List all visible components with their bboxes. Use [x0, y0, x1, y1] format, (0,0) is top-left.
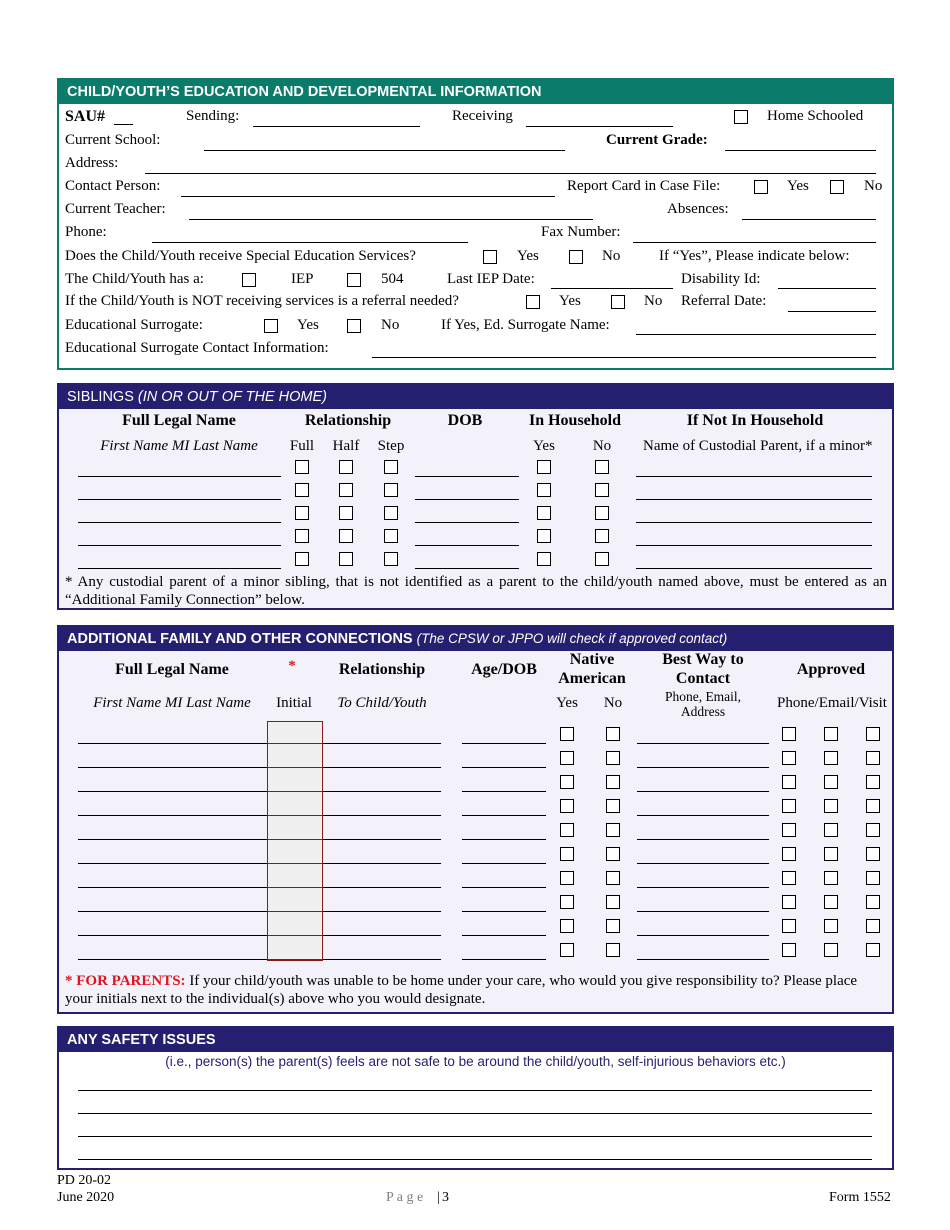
family-approved-email-checkbox[interactable]: [824, 895, 838, 909]
sibling-name-field[interactable]: [78, 522, 281, 523]
report-card-no-checkbox[interactable]: [830, 180, 844, 194]
sibling-step-checkbox[interactable]: [384, 529, 398, 543]
fam-col-approved: Approved: [796, 661, 866, 678]
family-native-yes-checkbox[interactable]: [560, 871, 574, 885]
fam-col-best1: Best Way to: [662, 651, 744, 668]
family-agedob-field[interactable]: [462, 839, 546, 840]
sibling-household-yes-checkbox[interactable]: [537, 506, 551, 520]
siblings-header-title: SIBLINGS: [67, 389, 134, 405]
surrogate-name-field[interactable]: [636, 334, 876, 335]
sibling-name-field[interactable]: [78, 476, 281, 477]
family-native-no-checkbox[interactable]: [606, 823, 620, 837]
education-header: [59, 80, 892, 104]
family-approved-phone-checkbox[interactable]: [782, 847, 796, 861]
sib-col-not-household: If Not In Household: [686, 412, 824, 429]
family-name-field[interactable]: [78, 911, 267, 912]
referral-no-label: No: [644, 293, 663, 309]
current-school-label: Current School:: [65, 132, 161, 148]
sib-col-household: In Household: [528, 412, 622, 429]
family-native-yes-checkbox[interactable]: [560, 751, 574, 765]
family-native-yes-checkbox[interactable]: [560, 775, 574, 789]
disability-label: Disability Id:: [681, 271, 761, 287]
footer-page-sep: |: [437, 1190, 440, 1205]
family-approved-email-checkbox[interactable]: [824, 871, 838, 885]
sau-label: SAU#: [65, 108, 106, 125]
safety-line-2[interactable]: [78, 1113, 872, 1114]
sau-field[interactable]: [114, 124, 133, 125]
fax-field[interactable]: [633, 242, 876, 243]
family-relationship-field[interactable]: [323, 839, 441, 840]
disability-field[interactable]: [778, 288, 876, 289]
family-name-field[interactable]: [78, 791, 267, 792]
sibling-step-checkbox[interactable]: [384, 483, 398, 497]
sib-col-dob: DOB: [447, 412, 483, 429]
family-native-yes-checkbox[interactable]: [560, 727, 574, 741]
family-approved-phone-checkbox[interactable]: [782, 871, 796, 885]
family-approved-phone-checkbox[interactable]: [782, 775, 796, 789]
surrogate-no-label: No: [381, 317, 400, 333]
sib-sub-step: Step: [377, 438, 405, 454]
sibling-household-yes-checkbox[interactable]: [537, 483, 551, 497]
fam-sub-phone1: Phone, Email,: [664, 689, 742, 704]
safety-header-title: ANY SAFETY ISSUES: [67, 1032, 216, 1048]
sib-sub-name: First Name MI Last Name: [100, 438, 258, 454]
family-agedob-field[interactable]: [462, 863, 546, 864]
referral-date-field[interactable]: [788, 311, 876, 312]
sibling-household-no-checkbox[interactable]: [595, 460, 609, 474]
family-approved-visit-checkbox[interactable]: [866, 871, 880, 885]
fam-sub-yes: Yes: [556, 695, 578, 711]
family-name-field[interactable]: [78, 839, 267, 840]
family-native-yes-checkbox[interactable]: [560, 943, 574, 957]
sibling-name-field[interactable]: [78, 499, 281, 500]
receiving-field[interactable]: [526, 126, 673, 127]
family-approved-phone-checkbox[interactable]: [782, 823, 796, 837]
fam-col-agedob: Age/DOB: [471, 661, 537, 678]
family-approved-email-checkbox[interactable]: [824, 823, 838, 837]
family-approved-visit-checkbox[interactable]: [866, 823, 880, 837]
family-initial-field[interactable]: [267, 743, 323, 744]
parents-line1: If your child/youth was unable to be home under your care, who would you give responsibility to? Please place: [189, 973, 858, 989]
sibling-full-checkbox[interactable]: [295, 483, 309, 497]
family-name-field[interactable]: [78, 887, 267, 888]
family-native-no-checkbox[interactable]: [606, 943, 620, 957]
family-contact-field[interactable]: [637, 791, 769, 792]
sibling-step-checkbox[interactable]: [384, 506, 398, 520]
family-native-no-checkbox[interactable]: [606, 775, 620, 789]
fam-col-star: *: [288, 658, 296, 674]
family-approved-visit-checkbox[interactable]: [866, 727, 880, 741]
sibling-step-checkbox[interactable]: [384, 552, 398, 566]
family-approved-phone-checkbox[interactable]: [782, 943, 796, 957]
surrogate-no-checkbox[interactable]: [347, 319, 361, 333]
referral-no-checkbox[interactable]: [611, 295, 625, 309]
parents-note: [65, 972, 887, 1008]
family-initial-field[interactable]: [267, 863, 323, 864]
sib-sub-yes: Yes: [533, 438, 555, 454]
family-name-field[interactable]: [78, 959, 267, 960]
parents-line2: your initials next to the individual(s) above who you would designate.: [65, 991, 486, 1007]
fam-sub-name: First Name MI Last Name: [93, 695, 251, 711]
family-initial-field[interactable]: [267, 839, 323, 840]
family-native-yes-checkbox[interactable]: [560, 799, 574, 813]
home-schooled-label: Home Schooled: [767, 108, 864, 124]
sending-field[interactable]: [253, 126, 420, 127]
family-native-yes-checkbox[interactable]: [560, 919, 574, 933]
sibling-household-no-checkbox[interactable]: [595, 506, 609, 520]
phone-label: Phone:: [65, 224, 107, 240]
family-approved-visit-checkbox[interactable]: [866, 847, 880, 861]
sped-yes-label: Yes: [517, 248, 539, 264]
family-header-title: ADDITIONAL FAMILY AND OTHER CONNECTIONS: [67, 631, 413, 647]
family-header-sub: (The CPSW or JPPO will check if approved contact): [416, 631, 728, 646]
surrogate-contact-label: Educational Surrogate Contact Information:: [65, 340, 329, 356]
fam-sub-pev: Phone/Email/Visit: [777, 695, 887, 711]
fam-col-best2: Contact: [675, 670, 731, 687]
sibling-custodial-field[interactable]: [636, 499, 872, 500]
family-approved-phone-checkbox[interactable]: [782, 751, 796, 765]
family-contact-field[interactable]: [637, 959, 769, 960]
has-a-label: The Child/Youth has a:: [65, 271, 204, 287]
family-native-no-checkbox[interactable]: [606, 751, 620, 765]
family-native-yes-checkbox[interactable]: [560, 847, 574, 861]
family-name-field[interactable]: [78, 863, 267, 864]
safety-line-1[interactable]: [78, 1090, 872, 1091]
sibling-dob-field[interactable]: [415, 476, 519, 477]
sibling-household-yes-checkbox[interactable]: [537, 460, 551, 474]
sib-sub-half: Half: [332, 438, 360, 454]
family-initial-field[interactable]: [267, 887, 323, 888]
family-relationship-field[interactable]: [323, 791, 441, 792]
iep-label: IEP: [291, 271, 314, 287]
surrogate-name-label: If Yes, Ed. Surrogate Name:: [441, 317, 610, 333]
family-approved-visit-checkbox[interactable]: [866, 799, 880, 813]
phone-field[interactable]: [152, 242, 468, 243]
family-agedob-field[interactable]: [462, 767, 546, 768]
sibling-half-checkbox[interactable]: [339, 529, 353, 543]
sib-sub-no: No: [592, 438, 612, 454]
contact-person-field[interactable]: [181, 196, 555, 197]
sibling-step-checkbox[interactable]: [384, 460, 398, 474]
family-native-no-checkbox[interactable]: [606, 871, 620, 885]
parents-label: * FOR PARENTS:: [65, 973, 186, 989]
fam-sub-initial: Initial: [276, 695, 312, 711]
sib-sub-custodial: Name of Custodial Parent, if a minor*: [643, 438, 873, 454]
report-card-yes-checkbox[interactable]: [754, 180, 768, 194]
sib-sub-full: Full: [289, 438, 315, 454]
family-contact-field[interactable]: [637, 887, 769, 888]
safety-subtitle: (i.e., person(s) the parent(s) feels are not safe to be around the child/youth, self-injurious behaviors etc.): [165, 1054, 786, 1069]
sibling-half-checkbox[interactable]: [339, 460, 353, 474]
family-approved-email-checkbox[interactable]: [824, 943, 838, 957]
family-relationship-field[interactable]: [323, 743, 441, 744]
sib-note: * Any custodial parent of a minor sibling, that is not identified as a parent to the child/youth named above, must be entered as an “Additional Family Connection” below.: [65, 574, 887, 608]
family-native-no-checkbox[interactable]: [606, 919, 620, 933]
referral-yes-label: Yes: [559, 293, 581, 309]
family-relationship-field[interactable]: [323, 959, 441, 960]
family-approved-phone-checkbox[interactable]: [782, 799, 796, 813]
sibling-dob-field[interactable]: [415, 522, 519, 523]
siblings-header-sub: (IN OR OUT OF THE HOME): [137, 389, 327, 405]
initials-column: [267, 721, 323, 961]
report-card-no-label: No: [864, 178, 883, 194]
sibling-household-no-checkbox[interactable]: [595, 483, 609, 497]
referral-yes-checkbox[interactable]: [526, 295, 540, 309]
sped-no-checkbox[interactable]: [569, 250, 583, 264]
family-approved-visit-checkbox[interactable]: [866, 919, 880, 933]
last-iep-field[interactable]: [551, 288, 673, 289]
sibling-household-yes-checkbox[interactable]: [537, 529, 551, 543]
family-approved-visit-checkbox[interactable]: [866, 775, 880, 789]
family-relationship-field[interactable]: [323, 911, 441, 912]
surrogate-yes-label: Yes: [297, 317, 319, 333]
family-approved-visit-checkbox[interactable]: [866, 895, 880, 909]
sibling-full-checkbox[interactable]: [295, 552, 309, 566]
current-school-field[interactable]: [204, 150, 565, 151]
family-native-yes-checkbox[interactable]: [560, 823, 574, 837]
siblings-header: [59, 385, 892, 409]
family-name-field[interactable]: [78, 815, 267, 816]
family-relationship-field[interactable]: [323, 767, 441, 768]
family-approved-phone-checkbox[interactable]: [782, 919, 796, 933]
referral-question: If the Child/Youth is NOT receiving services is a referral needed?: [65, 293, 459, 309]
fax-label: Fax Number:: [541, 224, 621, 240]
family-agedob-field[interactable]: [462, 791, 546, 792]
sped-if-yes-text: If “Yes”, Please indicate below:: [659, 248, 850, 264]
referral-date-label: Referral Date:: [681, 293, 767, 309]
sped-yes-checkbox[interactable]: [483, 250, 497, 264]
family-header: [59, 627, 892, 651]
footer-date: June 2020: [57, 1190, 115, 1205]
sped-question: Does the Child/Youth receive Special Education Services?: [65, 248, 416, 264]
family-initial-field[interactable]: [267, 791, 323, 792]
fam-col-relationship: Relationship: [338, 661, 426, 678]
family-approved-email-checkbox[interactable]: [824, 919, 838, 933]
family-name-field[interactable]: [78, 743, 267, 744]
current-grade-field[interactable]: [725, 150, 876, 151]
footer-page-label: P a g e: [386, 1190, 424, 1205]
family-initial-field[interactable]: [267, 815, 323, 816]
family-contact-field[interactable]: [637, 863, 769, 864]
fam-sub-no: No: [603, 695, 623, 711]
family-initial-field[interactable]: [267, 767, 323, 768]
family-agedob-field[interactable]: [462, 887, 546, 888]
family-native-yes-checkbox[interactable]: [560, 895, 574, 909]
family-name-field[interactable]: [78, 767, 267, 768]
family-relationship-field[interactable]: [323, 815, 441, 816]
sibling-custodial-field[interactable]: [636, 522, 872, 523]
safety-line-4[interactable]: [78, 1159, 872, 1160]
surrogate-yes-checkbox[interactable]: [264, 319, 278, 333]
sib-col-relationship: Relationship: [304, 412, 392, 429]
family-approved-phone-checkbox[interactable]: [782, 727, 796, 741]
sibling-household-no-checkbox[interactable]: [595, 552, 609, 566]
family-approved-email-checkbox[interactable]: [824, 847, 838, 861]
surrogate-contact-field[interactable]: [372, 357, 876, 358]
fam-col-name: Full Legal Name: [115, 661, 229, 678]
sibling-half-checkbox[interactable]: [339, 483, 353, 497]
sibling-custodial-field[interactable]: [636, 476, 872, 477]
sibling-household-no-checkbox[interactable]: [595, 529, 609, 543]
sibling-household-yes-checkbox[interactable]: [537, 552, 551, 566]
fam-col-native1: Native: [569, 651, 615, 668]
address-field[interactable]: [145, 173, 876, 174]
family-agedob-field[interactable]: [462, 959, 546, 960]
footer-page-num: 3: [442, 1190, 449, 1205]
family-initial-field[interactable]: [267, 959, 323, 960]
current-teacher-label: Current Teacher:: [65, 201, 166, 217]
family-approved-visit-checkbox[interactable]: [866, 943, 880, 957]
fam-sub-to: To Child/Youth: [337, 695, 427, 711]
absences-field[interactable]: [742, 219, 876, 220]
last-iep-label: Last IEP Date:: [447, 271, 535, 287]
sibling-custodial-field[interactable]: [636, 568, 872, 569]
sending-label: Sending:: [186, 108, 240, 124]
current-teacher-field[interactable]: [189, 219, 593, 220]
education-header-title: CHILD/YOUTH’S EDUCATION AND DEVELOPMENTAL INFORMATION: [67, 84, 542, 100]
fam-col-native2: American: [558, 670, 626, 687]
sibling-name-field[interactable]: [78, 545, 281, 546]
home-schooled-checkbox[interactable]: [734, 110, 748, 124]
sped-no-label: No: [602, 248, 621, 264]
footer-form: Form 1552: [829, 1190, 891, 1205]
sib-col-name: Full Legal Name: [122, 412, 236, 429]
family-native-no-checkbox[interactable]: [606, 799, 620, 813]
family-relationship-field[interactable]: [323, 887, 441, 888]
absences-label: Absences:: [667, 201, 729, 217]
footer-code: PD 20-02: [57, 1173, 112, 1188]
family-approved-email-checkbox[interactable]: [824, 727, 838, 741]
504-checkbox[interactable]: [347, 273, 361, 287]
report-card-label: Report Card in Case File:: [567, 178, 721, 194]
family-approved-email-checkbox[interactable]: [824, 751, 838, 765]
family-contact-field[interactable]: [637, 839, 769, 840]
sibling-custodial-field[interactable]: [636, 545, 872, 546]
family-native-no-checkbox[interactable]: [606, 895, 620, 909]
sibling-full-checkbox[interactable]: [295, 460, 309, 474]
receiving-label: Receiving: [452, 108, 513, 124]
family-initial-field[interactable]: [267, 911, 323, 912]
report-card-yes-label: Yes: [787, 178, 809, 194]
sibling-full-checkbox[interactable]: [295, 529, 309, 543]
family-section: [57, 625, 894, 1014]
family-relationship-field[interactable]: [323, 863, 441, 864]
surrogate-label: Educational Surrogate:: [65, 317, 203, 333]
family-contact-field[interactable]: [637, 935, 769, 936]
sibling-dob-field[interactable]: [415, 499, 519, 500]
sibling-name-field[interactable]: [78, 568, 281, 569]
504-label: 504: [381, 271, 404, 287]
family-approved-phone-checkbox[interactable]: [782, 895, 796, 909]
family-name-field[interactable]: [78, 935, 267, 936]
family-native-no-checkbox[interactable]: [606, 727, 620, 741]
sibling-dob-field[interactable]: [415, 568, 519, 569]
family-relationship-field[interactable]: [323, 935, 441, 936]
address-label: Address:: [65, 155, 119, 171]
safety-header: [59, 1028, 892, 1052]
family-approved-visit-checkbox[interactable]: [866, 751, 880, 765]
safety-section: [57, 1026, 894, 1170]
family-agedob-field[interactable]: [462, 911, 546, 912]
family-agedob-field[interactable]: [462, 935, 546, 936]
family-contact-field[interactable]: [637, 911, 769, 912]
contact-person-label: Contact Person:: [65, 178, 161, 194]
family-approved-email-checkbox[interactable]: [824, 799, 838, 813]
family-contact-field[interactable]: [637, 767, 769, 768]
sibling-half-checkbox[interactable]: [339, 552, 353, 566]
iep-checkbox[interactable]: [242, 273, 256, 287]
family-native-no-checkbox[interactable]: [606, 847, 620, 861]
family-contact-field[interactable]: [637, 743, 769, 744]
family-agedob-field[interactable]: [462, 815, 546, 816]
family-agedob-field[interactable]: [462, 743, 546, 744]
family-contact-field[interactable]: [637, 815, 769, 816]
sibling-dob-field[interactable]: [415, 545, 519, 546]
family-approved-email-checkbox[interactable]: [824, 775, 838, 789]
safety-line-3[interactable]: [78, 1136, 872, 1137]
fam-sub-phone2: Address: [680, 704, 726, 719]
sibling-full-checkbox[interactable]: [295, 506, 309, 520]
family-initial-field[interactable]: [267, 935, 323, 936]
current-grade-label: Current Grade:: [606, 132, 708, 148]
sibling-half-checkbox[interactable]: [339, 506, 353, 520]
